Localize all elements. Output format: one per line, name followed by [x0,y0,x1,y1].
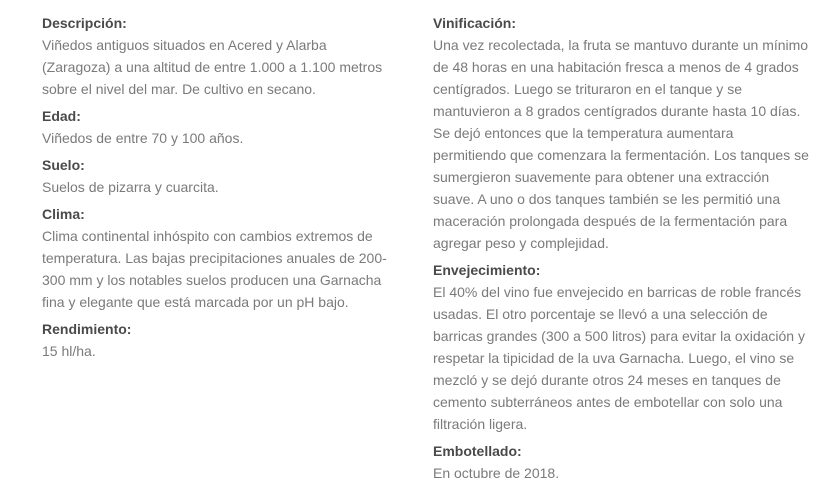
section-body: 15 hl/ha. [42,343,96,359]
right-column [433,12,810,481]
section-title: Rendimiento: [42,321,132,337]
section-body: Clima continental inhóspito con cambios extremos de temperatura. Las bajas precipitaciones anuales de 200-300 mm y los notables suelos producen una Garnacha fina y elegante que está marcada por un pH bajo. [42,228,387,310]
section-clima [42,203,398,313]
section-descripcion [42,12,398,100]
section-body: Una vez recolectada, la fruta se mantuvo durante un mínimo de 48 horas en una habitación fresca a menos de 4 grados centígrados. Luego se trituraron en el tanque y se mantuvieron a 8 grados centígrados durante hasta 10 días. Se dejó entonces que la temperatura aumentara permitiendo que comenzara la fermentación. Los tanques se sumergieron suavemente para obtener una extracción suave. A uno o dos tanques también se les permitió una maceración prolongada después de la fermentación para agregar peso y complejidad. [433,37,809,251]
section-body: Viñedos antiguos situados en Acered y Alarba (Zaragoza) a una altitud de entre 1.000 a 1.100 metros sobre el nivel del mar. De cultivo en secano. [42,37,383,97]
section-vinificacion [433,12,810,254]
section-title: Envejecimiento: [433,262,541,278]
section-embotellado [433,440,810,484]
section-title: Clima: [42,206,85,222]
section-title: Embotellado: [433,443,522,459]
section-title: Suelo: [42,157,85,173]
section-body: En octubre de 2018. [433,465,560,481]
section-body: Suelos de pizarra y cuarcita. [42,179,219,195]
section-title: Vinificación: [433,15,516,31]
section-title: Edad: [42,108,81,124]
section-rendimiento [42,318,398,362]
section-title: Descripción: [42,15,127,31]
section-envejecimiento [433,259,810,435]
section-suelo [42,154,398,198]
section-body: Viñedos de entre 70 y 100 años. [42,130,244,146]
left-column [42,12,398,470]
section-edad [42,105,398,149]
section-body: El 40% del vino fue envejecido en barricas de roble francés usadas. El otro porcentaje se llevó a una selección de barricas grandes (300 a 500 litros) para evitar la oxidación y respetar la tipicidad de la uva Garnacha. Luego, el vino se mezcló y se dejó durante otros 24 meses en tanques de cemento subterráneos antes de embotellar con solo una filtración ligera. [433,284,805,432]
